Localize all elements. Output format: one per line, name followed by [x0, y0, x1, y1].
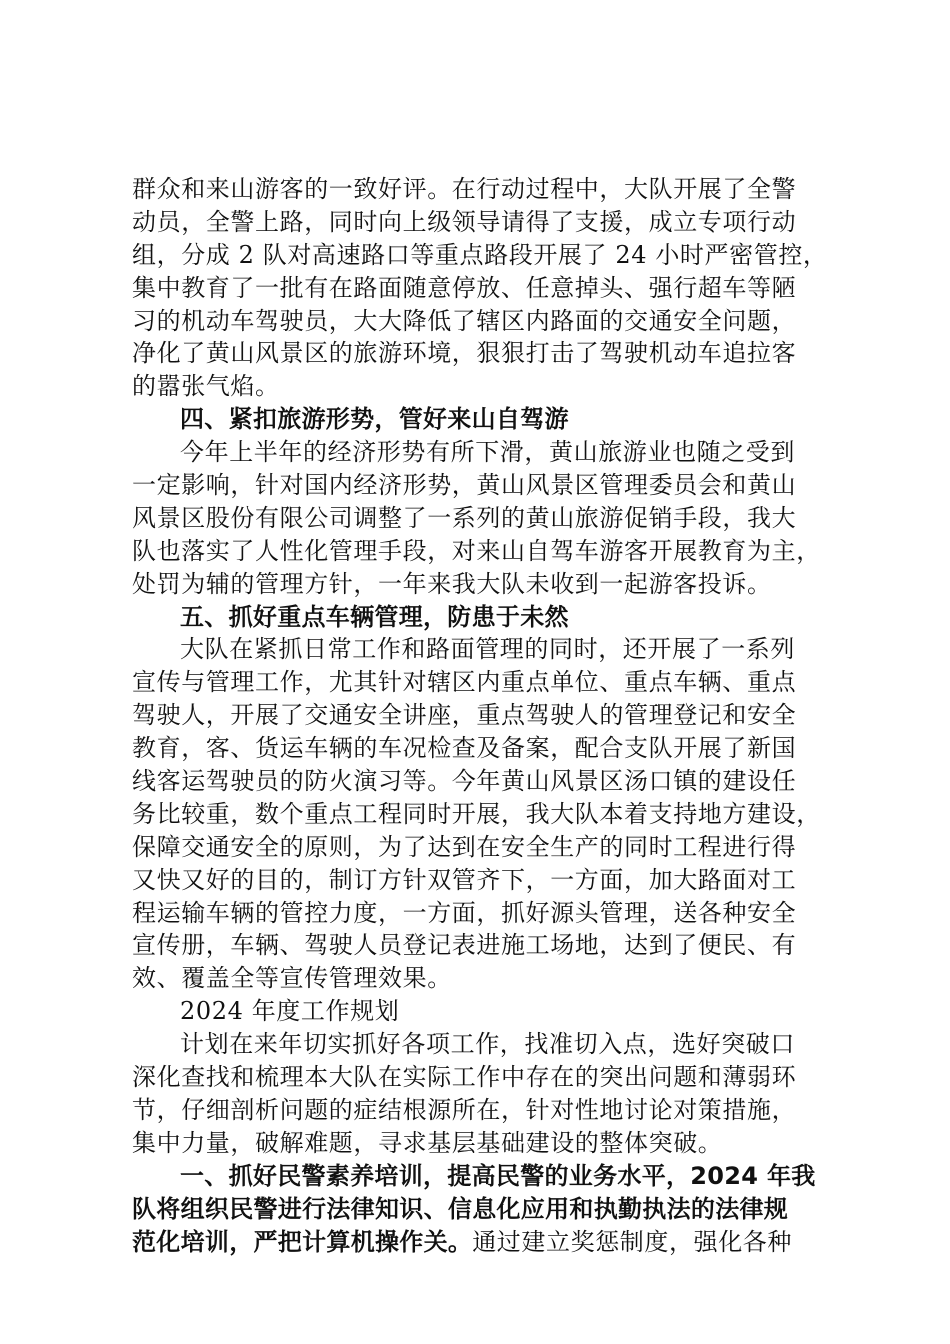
section-heading-5: 五、抓好重点车辆管理，防患于未然: [180, 602, 569, 631]
mixed-paragraph-line: [132, 1226, 832, 1259]
paragraph-line: 保障交通安全的原则，为了达到在安全生产的同时工程进行得: [132, 832, 797, 861]
paragraph-line: 队也落实了人性化管理手段，对来山自驾车游客开展教育为主，: [132, 536, 821, 565]
paragraph-line: 又快又好的目的，制订方针双管齐下，一方面，加大路面对工: [132, 865, 797, 894]
paragraph-line: 大队在紧抓日常工作和路面管理的同时，还开展了一系列: [180, 635, 795, 664]
paragraph-line: 今年上半年的经济形势有所下滑，黄山旅游业也随之受到: [180, 438, 795, 467]
paragraph-line: 集中教育了一批有在路面随意停放、任意掉头、强行超车等陋: [132, 273, 797, 302]
paragraph-line: 宣传与管理工作，尤其针对辖区内重点单位、重点车辆、重点: [132, 668, 797, 697]
document-body: [132, 173, 832, 1258]
paragraph-line: 动员，全警上路，同时向上级领导请得了支援，成立专项行动: [132, 207, 797, 236]
paragraph-line: 处罚为辅的管理方针，一年来我大队未收到一起游客投诉。: [132, 569, 772, 598]
paragraph-line: 集中力量，破解难题，寻求基层基础建设的整体突破。: [132, 1128, 723, 1157]
paragraph-line: 节，仔细剖析问题的症结根源所在，针对性地讨论对策措施，: [132, 1095, 797, 1124]
normal-text: 通过建立奖惩制度，强化各种: [472, 1227, 793, 1256]
paragraph-line: 宣传册，车辆、驾驶人员登记表进施工场地，达到了便民、有: [132, 931, 797, 960]
paragraph-line: 程运输车辆的管控力度，一方面，抓好源头管理，送各种安全: [132, 898, 797, 927]
section-heading-4: 四、紧扣旅游形势，管好来山自驾游: [180, 405, 569, 434]
paragraph-line: 一定影响，针对国内经济形势，黄山风景区管理委员会和黄山: [132, 471, 797, 500]
paragraph-line: 净化了黄山风景区的旅游环境，狠狠打击了驾驶机动车追拉客: [132, 339, 797, 368]
paragraph-line: 组，分成 2 队对高速路口等重点路段开展了 24 小时严密管控，: [132, 240, 828, 269]
bold-text: 范化培训，严把计算机操作关。: [132, 1227, 473, 1256]
paragraph-line: 线客运驾驶员的防火演习等。今年黄山风景区汤口镇的建设任: [132, 767, 797, 796]
paragraph-line: 习的机动车驾驶员，大大降低了辖区内路面的交通安全问题，: [132, 306, 797, 335]
paragraph-line: 计划在来年切实抓好各项工作，找准切入点，选好突破口: [180, 1030, 795, 1059]
paragraph-line: 群众和来山游客的一致好评。在行动过程中，大队开展了全警: [132, 175, 797, 203]
plan-title: 2024 年度工作规划: [180, 997, 400, 1026]
paragraph-line: 风景区股份有限公司调整了一系列的黄山旅游促销手段，我大: [132, 503, 797, 532]
paragraph-line: 的嚣张气焰。: [132, 372, 280, 401]
paragraph-line: 务比较重，数个重点工程同时开展，我大队本着支持地方建设，: [132, 799, 821, 828]
bold-paragraph-line: 一、抓好民警素养培训，提高民警的业务水平，2024 年我: [180, 1161, 816, 1190]
paragraph-line: 深化查找和梳理本大队在实际工作中存在的突出问题和薄弱环: [132, 1063, 797, 1092]
paragraph-line: 效、覆盖全等宣传管理效果。: [132, 964, 452, 993]
paragraph-line: 驾驶人，开展了交通安全讲座，重点驾驶人的管理登记和安全: [132, 701, 797, 730]
paragraph-line: 教育，客、货运车辆的车况检查及备案，配合支队开展了新国: [132, 734, 797, 763]
bold-paragraph-line: 队将组织民警进行法律知识、信息化应用和执勤执法的法律规: [132, 1194, 789, 1223]
